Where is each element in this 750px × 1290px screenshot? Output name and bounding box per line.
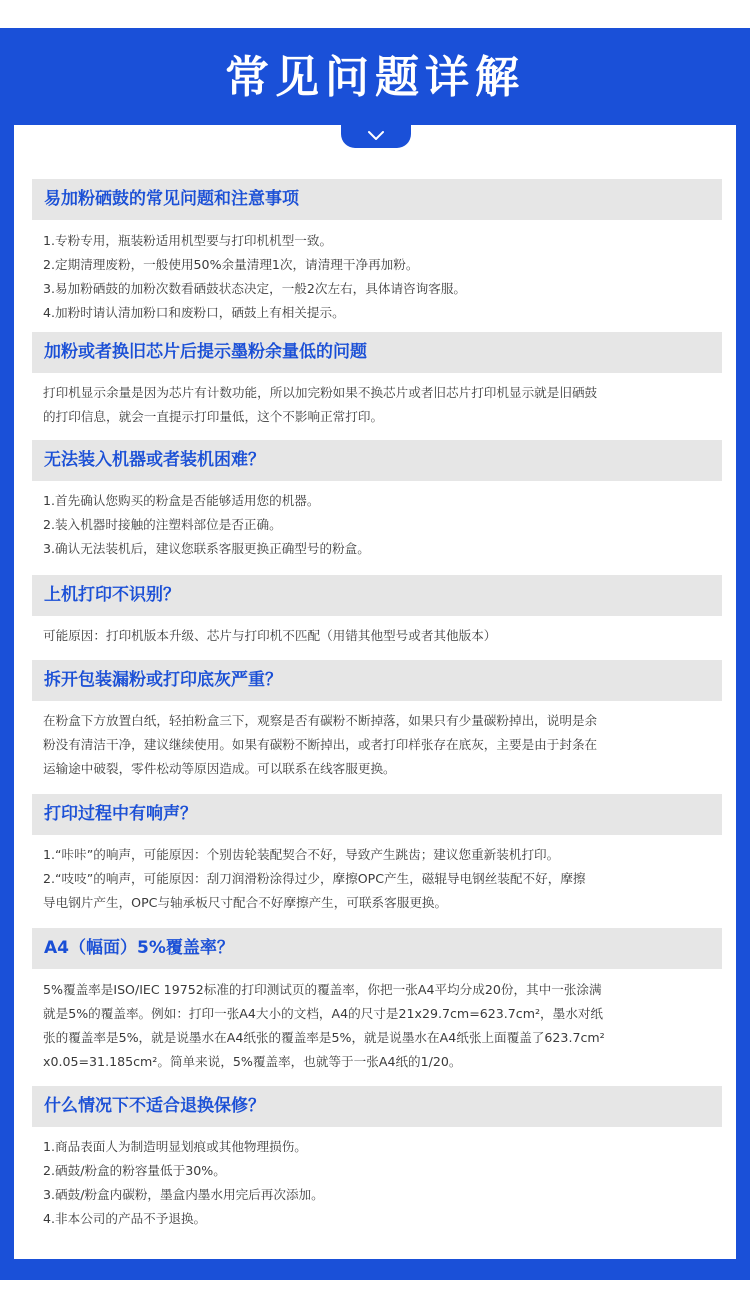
section-body-printing-noise bbox=[43, 843, 713, 915]
section-line: 3.确认无法装机后，建议您联系客服更换正确型号的粉盒。 bbox=[43, 541, 370, 556]
chevron-down-icon bbox=[366, 130, 386, 142]
section-heading-low-toner-warning: 加粉或者换旧芯片后提示墨粉余量低的问题 bbox=[32, 332, 722, 373]
section-line: 1.专粉专用，瓶装粉适用机型要与打印机机型一致。 bbox=[43, 233, 333, 248]
title-notch bbox=[341, 124, 411, 148]
section-body-no-return-conditions bbox=[43, 1135, 713, 1231]
section-heading-install-difficulty: 无法装入机器或者装机困难？ bbox=[32, 440, 722, 481]
section-line: 张的覆盖率是5%，就是说墨水在A4纸张的覆盖率是5%，就是说墨水在A4纸张上面覆盖了623.7cm² bbox=[43, 1030, 605, 1045]
section-heading-toner-refill-notes: 易加粉硒鼓的常见问题和注意事项 bbox=[32, 179, 722, 220]
section-line: 1.“咔咔”的响声，可能原因：个别齿轮装配契合不好，导致产生跳齿；建议您重新装机打印。 bbox=[43, 847, 560, 862]
page-title: 常见问题详解 bbox=[225, 52, 525, 103]
section-line: x0.05=31.185cm²。简单来说，5%覆盖率，也就等于一张A4纸的1/20。 bbox=[43, 1054, 462, 1069]
section-line: 2.定期清理废粉，一般使用50%余量清理1次，请清理干净再加粉。 bbox=[43, 257, 419, 272]
section-line: 4.加粉时请认清加粉口和废粉口，硒鼓上有相关提示。 bbox=[43, 305, 345, 320]
section-line: 在粉盒下方放置白纸，轻拍粉盒三下，观察是否有碳粉不断掉落，如果只有少量碳粉掉出，说明是余 bbox=[43, 713, 598, 728]
section-line: 3.易加粉硒鼓的加粉次数看硒鼓状态决定，一般2次左右，具体请咨询客服。 bbox=[43, 281, 467, 296]
section-line: 的打印信息，就会一直提示打印量低，这个不影响正常打印。 bbox=[43, 409, 384, 424]
section-line: 1.商品表面人为制造明显划痕或其他物理损伤。 bbox=[43, 1139, 307, 1154]
section-line: 运输途中破裂，零件松动等原因造成。可以联系在线客服更换。 bbox=[43, 761, 396, 776]
section-heading-no-return-conditions: 什么情况下不适合退换保修？ bbox=[32, 1086, 722, 1127]
section-heading-printing-noise: 打印过程中有响声？ bbox=[32, 794, 722, 835]
section-body-low-toner-warning bbox=[43, 381, 713, 429]
section-body-install-difficulty bbox=[43, 489, 713, 561]
section-line: 4.非本公司的产品不予退换。 bbox=[43, 1211, 207, 1226]
section-body-coverage-rate bbox=[43, 978, 713, 1074]
section-heading-toner-leak: 拆开包装漏粉或打印底灰严重？ bbox=[32, 660, 722, 701]
section-line: 2.装入机器时接触的注塑料部位是否正确。 bbox=[43, 517, 282, 532]
section-heading-not-recognized: 上机打印不识别？ bbox=[32, 575, 722, 616]
section-body-not-recognized bbox=[43, 624, 713, 648]
section-line: 导电钢片产生，OPC与轴承板尺寸配合不好摩擦产生，可联系客服更换。 bbox=[43, 895, 448, 910]
section-line: 2.硒鼓/粉盒的粉容量低于30%。 bbox=[43, 1163, 226, 1178]
section-line: 1.首先确认您购买的粉盒是否能够适用您的机器。 bbox=[43, 493, 320, 508]
section-heading-coverage-rate: A4（幅面）5%覆盖率？ bbox=[32, 928, 722, 969]
section-line: 3.硒鼓/粉盒内碳粉，墨盒内墨水用完后再次添加。 bbox=[43, 1187, 324, 1202]
section-line: 2.“吱吱”的响声，可能原因：刮刀润滑粉涂得过少，摩擦OPC产生，磁辊导电钢丝装配不好，摩擦 bbox=[43, 871, 586, 886]
section-line: 打印机显示余量是因为芯片有计数功能，所以加完粉如果不换芯片或者旧芯片打印机显示就是旧硒鼓 bbox=[43, 385, 598, 400]
section-line: 就是5%的覆盖率。例如：打印一张A4大小的文档，A4的尺寸是21x29.7cm=623.7cm²，墨水对纸 bbox=[43, 1006, 604, 1021]
section-line: 粉没有清洁干净，建议继续使用。如果有碳粉不断掉出，或者打印样张存在底灰，主要是由于封条在 bbox=[43, 737, 598, 752]
section-body-toner-refill-notes bbox=[43, 229, 713, 325]
section-line: 可能原因：打印机版本升级、芯片与打印机不匹配（用错其他型号或者其他版本） bbox=[43, 628, 497, 643]
section-line: 5%覆盖率是ISO/IEC 19752标准的打印测试页的覆盖率，你把一张A4平均分成20份，其中一张涂满 bbox=[43, 982, 602, 997]
section-body-toner-leak bbox=[43, 709, 713, 781]
